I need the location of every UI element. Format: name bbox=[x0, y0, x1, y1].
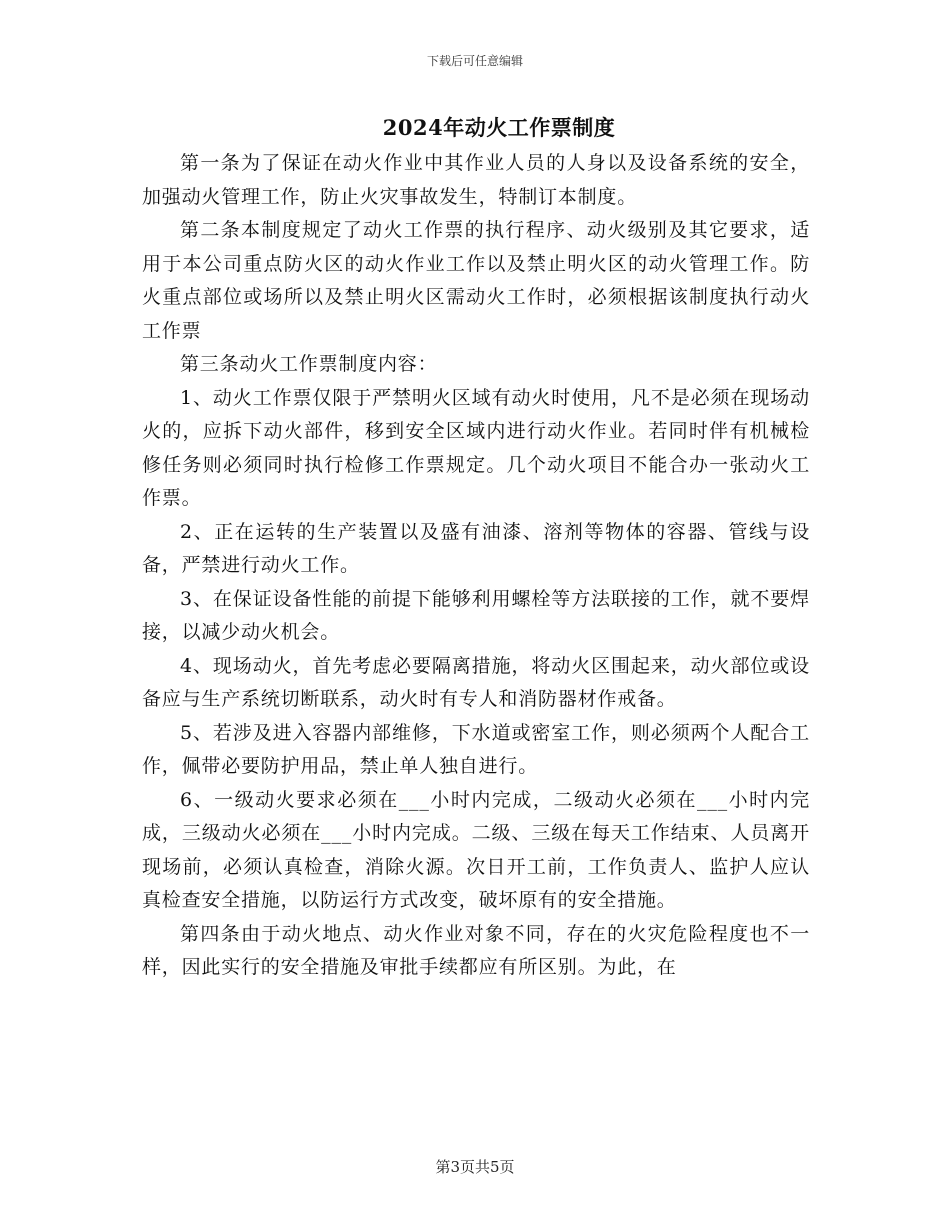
paragraph-article-3: 第三条动火工作票制度内容： bbox=[180, 353, 438, 375]
document-title: 2024年动火工作票制度 bbox=[382, 115, 616, 140]
page-number: 第3页共5页 bbox=[435, 1158, 515, 1176]
paragraph-item-2: 2、正在运转的生产装置以及盛有油漆、溶剂等物体的容器、管线与设备，严禁进行动火工作。 bbox=[142, 520, 810, 576]
paragraph-article-4: 第四条由于动火地点、动火作业对象不同，存在的火灾危险程度也不一样，因此实行的安全措施及审批手续都应有所区别。为此，在 bbox=[142, 922, 810, 978]
document-body bbox=[142, 147, 810, 985]
paragraph-item-5: 5、若涉及进入容器内部维修，下水道或密室工作，则必须两个人配合工作，佩带必要防护用品，禁止单人独自进行。 bbox=[142, 721, 810, 777]
page-header-note: 下载后可任意编辑 bbox=[426, 54, 523, 68]
paragraph-item-6: 6、一级动火要求必须在___小时内完成，二级动火必须在___小时内完成，三级动火必须在___小时内完成。二级、三级在每天工作结束、人员离开现场前，必须认真检查，消除火源。次日开工前，工作负责人、监护人应认真检查安全措施，以防运行方式改变，破坏原有的安全措施。 bbox=[142, 788, 810, 911]
paragraph-item-1: 1、动火工作票仅限于严禁明火区域有动火时使用，凡不是必须在现场动火的，应拆下动火部件，移到安全区域内进行动火作业。若同时伴有机械检修任务则必须同时执行检修工作票规定。几个动火项目不能合办一张动火工作票。 bbox=[142, 386, 810, 509]
paragraph-item-4: 4、现场动火，首先考虑必要隔离措施，将动火区围起来，动火部位或设备应与生产系统切断联系，动火时有专人和消防器材作戒备。 bbox=[142, 654, 810, 710]
paragraph-article-2: 第二条本制度规定了动火工作票的执行程序、动火级别及其它要求，适用于本公司重点防火区的动火作业工作以及禁止明火区的动火管理工作。防火重点部位或场所以及禁止明火区需动火工作时，必须根据该制度执行动火工作票 bbox=[142, 219, 810, 342]
paragraph-article-1: 第一条为了保证在动火作业中其作业人员的人身以及设备系统的安全，加强动火管理工作，防止火灾事故发生，特制订本制度。 bbox=[142, 152, 810, 208]
paragraph-item-3: 3、在保证设备性能的前提下能够利用螺栓等方法联接的工作，就不要焊接，以减少动火机会。 bbox=[142, 587, 810, 643]
